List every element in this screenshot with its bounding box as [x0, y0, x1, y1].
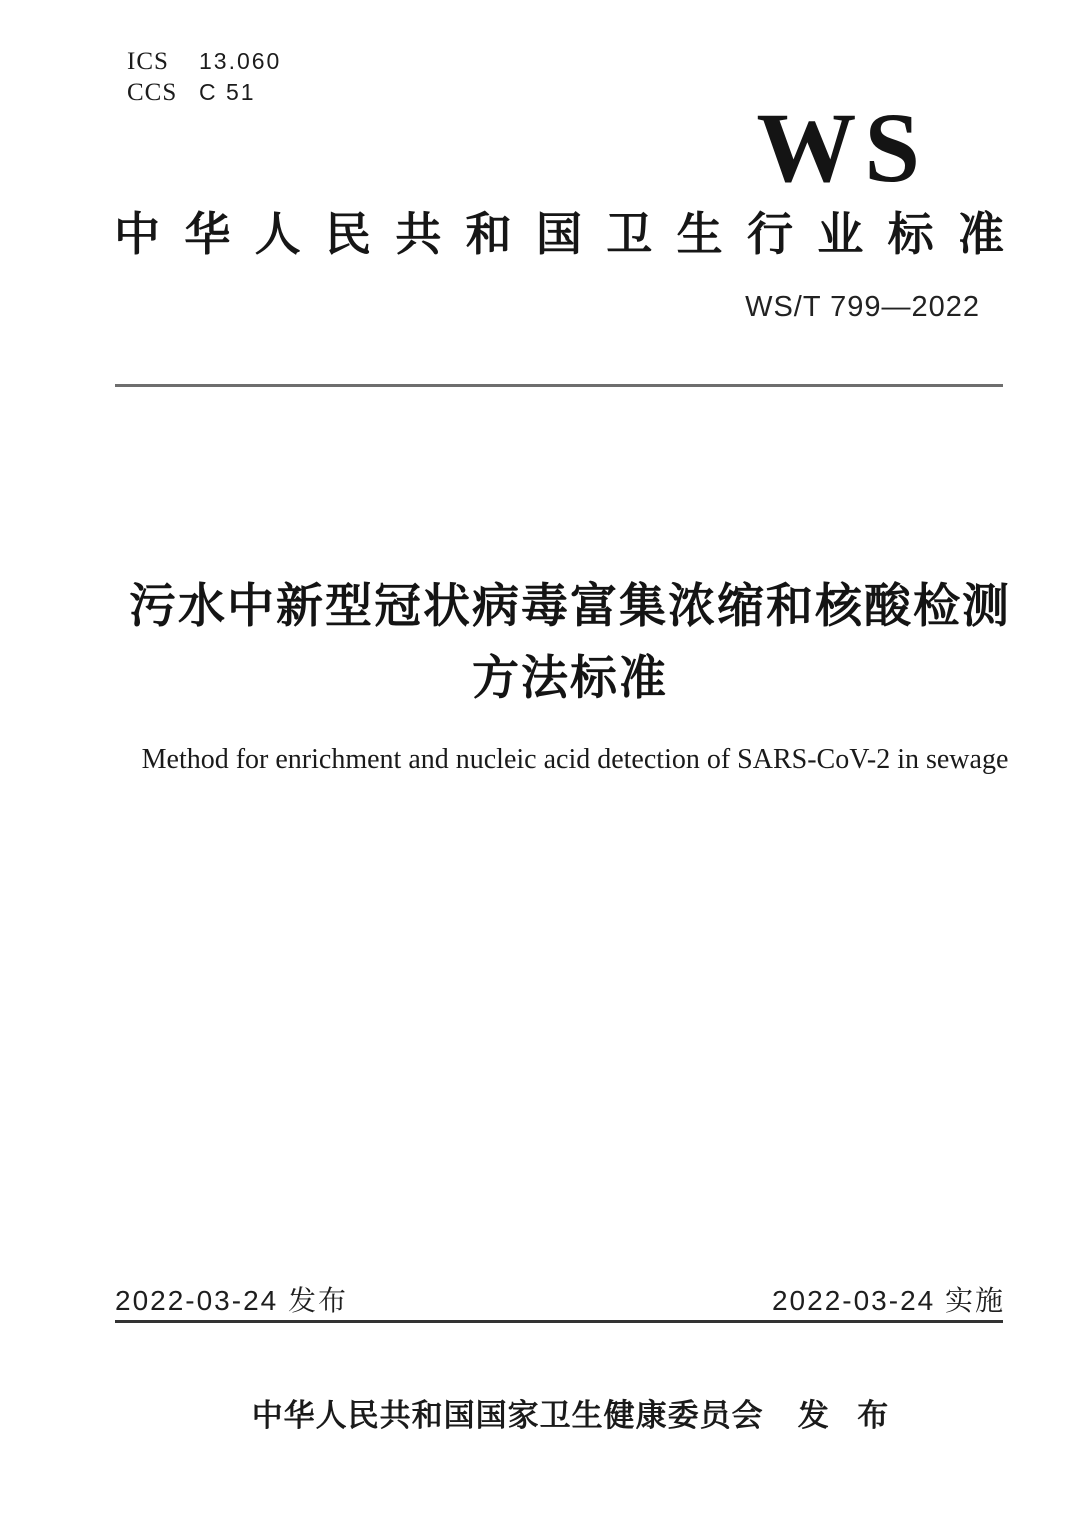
ccs-code — [127, 77, 281, 108]
ws-logo: WS — [756, 92, 928, 203]
document-title — [125, 570, 1015, 714]
ics-label: ICS — [127, 48, 169, 75]
document-title-line1: 污水中新型冠状病毒富集浓缩和核酸检测 — [129, 579, 1011, 632]
document-title-english: Method for enrichment and nucleic acid detection of SARS-CoV-2 in sewage — [141, 744, 1009, 775]
ccs-value: C 51 — [199, 79, 256, 105]
top-divider — [115, 384, 1003, 387]
ics-value: 13.060 — [199, 48, 282, 74]
standard-number: WS/T 799—2022 — [745, 291, 980, 323]
classification-codes — [127, 46, 281, 108]
publisher-line — [90, 1396, 1060, 1436]
publish-action: 发 布 — [797, 1398, 899, 1433]
ccs-label: CCS — [127, 79, 178, 106]
publisher-name: 中华人民共和国国家卫生健康委员会 — [251, 1398, 764, 1433]
date-row — [115, 1284, 1005, 1318]
implement-date: 2022-03-24 实施 — [771, 1285, 1005, 1316]
document-title-line2: 方法标准 — [472, 651, 668, 704]
issue-date: 2022-03-24 发布 — [115, 1285, 349, 1316]
bottom-divider — [115, 1320, 1003, 1323]
ics-code — [127, 46, 281, 77]
standard-name-cn: 中 华 人 民 共 和 国 卫 生 行 业 标 准 — [114, 208, 1004, 260]
